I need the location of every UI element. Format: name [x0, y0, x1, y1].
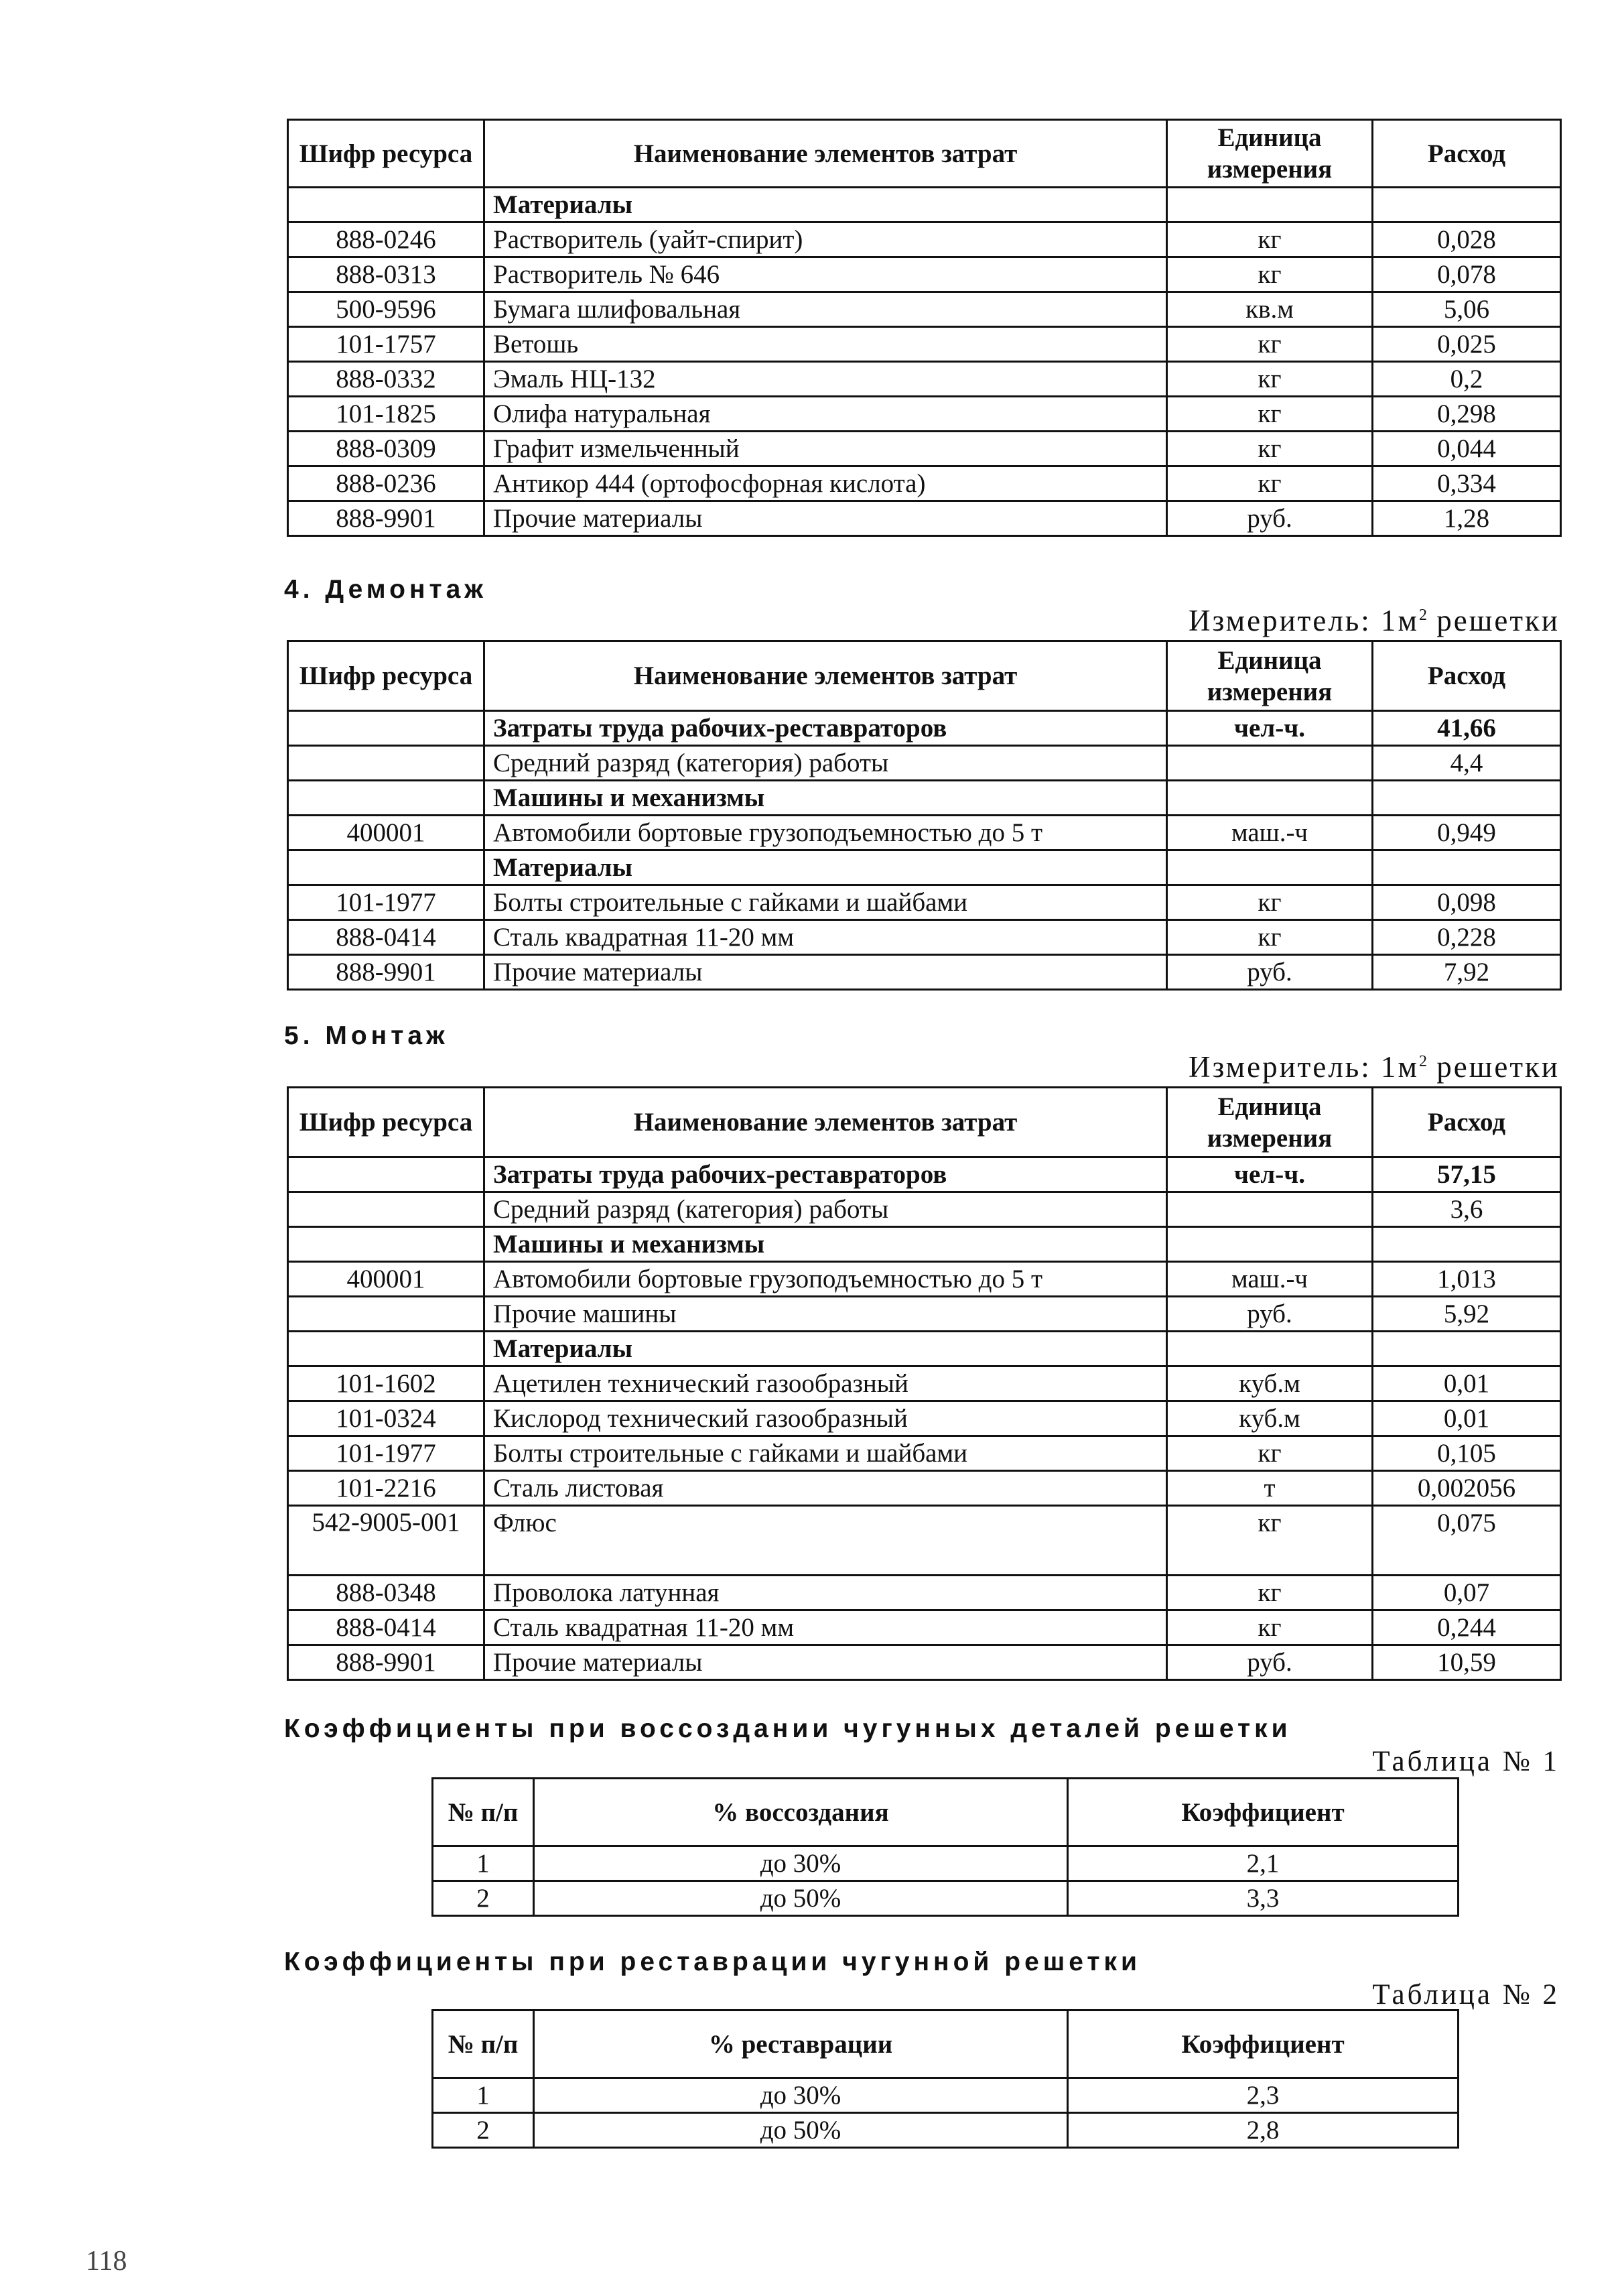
table-row [288, 222, 1561, 257]
value-cell: 0,025 [1373, 327, 1561, 362]
coef-cell: 2,8 [1068, 2113, 1459, 2148]
coef-table-1 [431, 1777, 1459, 1917]
table-row [288, 955, 1561, 990]
unit-cell: кг [1167, 397, 1373, 432]
table-row [288, 1576, 1561, 1610]
code-cell: 888-0414 [288, 1610, 484, 1645]
name-cell: Ветошь [484, 327, 1167, 362]
name-cell: Средний разряд (категория) работы [484, 1192, 1167, 1227]
value-cell: 3,6 [1373, 1192, 1561, 1227]
code-cell [288, 781, 484, 816]
unit-cell: кг [1167, 257, 1373, 292]
table-row [288, 920, 1561, 955]
unit-cell: кг [1167, 1506, 1373, 1576]
code-cell: 888-0246 [288, 222, 484, 257]
name-cell: Бумага шлифовальная [484, 292, 1167, 327]
value-cell: 4,4 [1373, 746, 1561, 781]
table-row [288, 816, 1561, 850]
section-5-heading: 5. Монтаж [284, 1021, 449, 1050]
header-unit: Единица измерения [1167, 1088, 1373, 1157]
num-cell: 1 [433, 1846, 534, 1881]
num-cell: 2 [433, 1881, 534, 1916]
unit-cell [1167, 1192, 1373, 1227]
value-cell [1373, 1332, 1561, 1366]
value-cell: 0,949 [1373, 816, 1561, 850]
name-cell: Сталь листовая [484, 1471, 1167, 1506]
unit-cell: руб. [1167, 501, 1373, 536]
table-row [288, 292, 1561, 327]
unit-cell: кг [1167, 1436, 1373, 1471]
value-cell [1373, 1227, 1561, 1262]
header-code: Шифр ресурса [288, 120, 484, 188]
coef-table-2 [431, 2009, 1459, 2149]
unit-cell [1167, 850, 1373, 885]
code-cell [288, 188, 484, 222]
header-code: Шифр ресурса [288, 1088, 484, 1157]
header-code: Шифр ресурса [288, 641, 484, 711]
table-row [288, 501, 1561, 536]
table-row [288, 362, 1561, 397]
pct-cell: до 50% [534, 1881, 1068, 1916]
unit-cell: маш.-ч [1167, 816, 1373, 850]
header-name: Наименование элементов затрат [484, 120, 1167, 188]
table-row [288, 188, 1561, 222]
name-cell: Растворитель (уайт-спирит) [484, 222, 1167, 257]
table-row [288, 1366, 1561, 1401]
table-row [288, 1227, 1561, 1262]
unit-cell [1167, 188, 1373, 222]
section-4-heading: 4. Демонтаж [284, 575, 487, 604]
name-cell: Сталь квадратная 11-20 мм [484, 1610, 1167, 1645]
table-row [288, 1436, 1561, 1471]
value-cell: 1,28 [1373, 501, 1561, 536]
name-cell: Машины и механизмы [484, 781, 1167, 816]
code-cell: 101-1602 [288, 1366, 484, 1401]
code-cell [288, 711, 484, 746]
section-5-measure: Измеритель: $1м^2$ решетки [1189, 1050, 1560, 1084]
code-cell: 888-9901 [288, 1645, 484, 1680]
pct-cell: до 50% [534, 2113, 1068, 2148]
value-cell: 0,075 [1373, 1506, 1561, 1576]
header-coef: Коэффициент [1068, 2011, 1459, 2078]
name-cell: Материалы [484, 850, 1167, 885]
resource-table-dismantling [287, 640, 1562, 991]
table-row [288, 1332, 1561, 1366]
code-cell [288, 850, 484, 885]
code-cell: 500-9596 [288, 292, 484, 327]
code-cell: 888-9901 [288, 501, 484, 536]
table-row [288, 432, 1561, 466]
code-cell: 888-0414 [288, 920, 484, 955]
coef-1-heading: Коэффициенты при воссоздании чугунных деталей решетки [284, 1714, 1292, 1743]
unit-cell: куб.м [1167, 1366, 1373, 1401]
table-row [288, 746, 1561, 781]
unit-cell [1167, 1227, 1373, 1262]
value-cell: 0,228 [1373, 920, 1561, 955]
name-cell: Ацетилен технический газообразный [484, 1366, 1167, 1401]
unit-cell: кг [1167, 466, 1373, 501]
value-cell: 0,01 [1373, 1366, 1561, 1401]
unit-cell: кг [1167, 432, 1373, 466]
value-cell: 0,028 [1373, 222, 1561, 257]
coef-cell: 2,3 [1068, 2078, 1459, 2113]
name-cell: Затраты труда рабочих-реставраторов [484, 1157, 1167, 1192]
page-number: 118 [86, 2246, 127, 2277]
value-cell: 0,002056 [1373, 1471, 1561, 1506]
value-cell: 0,098 [1373, 885, 1561, 920]
value-cell: 41,66 [1373, 711, 1561, 746]
unit-cell [1167, 746, 1373, 781]
value-cell: 0,044 [1373, 432, 1561, 466]
name-cell: Прочие материалы [484, 1645, 1167, 1680]
header-coef: Коэффициент [1068, 1779, 1459, 1846]
code-cell: 101-1825 [288, 397, 484, 432]
table-row [433, 1881, 1459, 1916]
value-cell: 0,078 [1373, 257, 1561, 292]
code-cell [288, 1297, 484, 1332]
unit-cell: кг [1167, 362, 1373, 397]
unit-cell: руб. [1167, 1297, 1373, 1332]
header-name: Наименование элементов затрат [484, 641, 1167, 711]
name-cell: Эмаль НЦ-132 [484, 362, 1167, 397]
value-cell [1373, 850, 1561, 885]
table-row [288, 397, 1561, 432]
value-cell: 57,15 [1373, 1157, 1561, 1192]
section-4-measure: Измеритель: $1м^2$ решетки [1189, 604, 1560, 637]
code-cell: 400001 [288, 816, 484, 850]
table-row [288, 1192, 1561, 1227]
table-row [433, 2113, 1459, 2148]
header-num: № п/п [433, 2011, 534, 2078]
unit-cell: кв.м [1167, 292, 1373, 327]
value-cell: 1,013 [1373, 1262, 1561, 1297]
code-cell [288, 1157, 484, 1192]
table-row [288, 1610, 1561, 1645]
unit-cell: чел-ч. [1167, 711, 1373, 746]
name-cell: Олифа натуральная [484, 397, 1167, 432]
value-cell: 0,105 [1373, 1436, 1561, 1471]
coef-cell: 3,3 [1068, 1881, 1459, 1916]
name-cell: Проволока латунная [484, 1576, 1167, 1610]
unit-cell: кг [1167, 327, 1373, 362]
table-row [288, 711, 1561, 746]
value-cell: 5,92 [1373, 1297, 1561, 1332]
code-cell: 888-9901 [288, 955, 484, 990]
resource-table-top [287, 119, 1562, 537]
header-rate: Расход [1373, 120, 1561, 188]
header-name: Наименование элементов затрат [484, 1088, 1167, 1157]
table-row [288, 885, 1561, 920]
value-cell: 0,244 [1373, 1610, 1561, 1645]
value-cell: 10,59 [1373, 1645, 1561, 1680]
unit-cell: кг [1167, 885, 1373, 920]
table-row [288, 1506, 1561, 1576]
name-cell: Автомобили бортовые грузоподъемностью до 5 т [484, 816, 1167, 850]
pct-cell: до 30% [534, 1846, 1068, 1881]
name-cell: Болты строительные с гайками и шайбами [484, 1436, 1167, 1471]
name-cell: Автомобили бортовые грузоподъемностью до 5 т [484, 1262, 1167, 1297]
table-row [433, 2078, 1459, 2113]
table-row [288, 257, 1561, 292]
value-cell [1373, 781, 1561, 816]
code-cell: 101-1977 [288, 1436, 484, 1471]
unit-cell: кг [1167, 920, 1373, 955]
code-cell: 400001 [288, 1262, 484, 1297]
header-unit: Единица измерения [1167, 120, 1373, 188]
code-cell: 542-9005-001 [288, 1506, 484, 1576]
code-cell: 101-0324 [288, 1401, 484, 1436]
name-cell: Материалы [484, 188, 1167, 222]
unit-cell: кг [1167, 222, 1373, 257]
unit-cell: руб. [1167, 1645, 1373, 1680]
resource-table-assembly [287, 1086, 1562, 1681]
num-cell: 2 [433, 2113, 534, 2148]
name-cell: Средний разряд (категория) работы [484, 746, 1167, 781]
value-cell: 7,92 [1373, 955, 1561, 990]
unit-cell: кг [1167, 1610, 1373, 1645]
header-num: № п/п [433, 1779, 534, 1846]
table-row [288, 781, 1561, 816]
code-cell: 888-0313 [288, 257, 484, 292]
code-cell [288, 746, 484, 781]
value-cell: 0,2 [1373, 362, 1561, 397]
code-cell: 888-0332 [288, 362, 484, 397]
table-row [433, 1846, 1459, 1881]
header-pct: % воссоздания [534, 1779, 1068, 1846]
unit-cell: маш.-ч [1167, 1262, 1373, 1297]
name-cell: Прочие машины [484, 1297, 1167, 1332]
table-row [288, 327, 1561, 362]
value-cell: 0,07 [1373, 1576, 1561, 1610]
table-row [288, 1297, 1561, 1332]
code-cell: 101-1977 [288, 885, 484, 920]
name-cell: Прочие материалы [484, 501, 1167, 536]
code-cell [288, 1332, 484, 1366]
value-cell: 0,298 [1373, 397, 1561, 432]
value-cell: 5,06 [1373, 292, 1561, 327]
coef-2-heading: Коэффициенты при реставрации чугунной решетки [284, 1948, 1142, 1976]
code-cell [288, 1227, 484, 1262]
name-cell: Антикор 444 (ортофосфорная кислота) [484, 466, 1167, 501]
value-cell: 0,01 [1373, 1401, 1561, 1436]
unit-cell: руб. [1167, 955, 1373, 990]
name-cell: Материалы [484, 1332, 1167, 1366]
coef-cell: 2,1 [1068, 1846, 1459, 1881]
name-cell: Затраты труда рабочих-реставраторов [484, 711, 1167, 746]
header-rate: Расход [1373, 641, 1561, 711]
header-rate: Расход [1373, 1088, 1561, 1157]
name-cell: Флюс [484, 1506, 1167, 1576]
code-cell: 888-0348 [288, 1576, 484, 1610]
code-cell [288, 1192, 484, 1227]
unit-cell: куб.м [1167, 1401, 1373, 1436]
table-row [288, 850, 1561, 885]
unit-cell: т [1167, 1471, 1373, 1506]
name-cell: Графит измельченный [484, 432, 1167, 466]
name-cell: Кислород технический газообразный [484, 1401, 1167, 1436]
header-pct: % реставрации [534, 2011, 1068, 2078]
code-cell: 888-0309 [288, 432, 484, 466]
value-cell: 0,334 [1373, 466, 1561, 501]
name-cell: Прочие материалы [484, 955, 1167, 990]
table-row [288, 1401, 1561, 1436]
unit-cell: кг [1167, 1576, 1373, 1610]
coef-1-table-number: Таблица № 1 [1372, 1746, 1560, 1777]
name-cell: Растворитель № 646 [484, 257, 1167, 292]
table-row [288, 1157, 1561, 1192]
pct-cell: до 30% [534, 2078, 1068, 2113]
unit-cell: чел-ч. [1167, 1157, 1373, 1192]
table-row [288, 1262, 1561, 1297]
table-row [288, 1471, 1561, 1506]
coef-2-table-number: Таблица № 2 [1372, 1979, 1560, 2011]
table-row [288, 466, 1561, 501]
num-cell: 1 [433, 2078, 534, 2113]
table-row [288, 1645, 1561, 1680]
value-cell [1373, 188, 1561, 222]
code-cell: 101-1757 [288, 327, 484, 362]
unit-cell [1167, 781, 1373, 816]
unit-cell [1167, 1332, 1373, 1366]
header-unit: Единица измерения [1167, 641, 1373, 711]
name-cell: Сталь квадратная 11-20 мм [484, 920, 1167, 955]
name-cell: Машины и механизмы [484, 1227, 1167, 1262]
code-cell: 101-2216 [288, 1471, 484, 1506]
name-cell: Болты строительные с гайками и шайбами [484, 885, 1167, 920]
code-cell: 888-0236 [288, 466, 484, 501]
